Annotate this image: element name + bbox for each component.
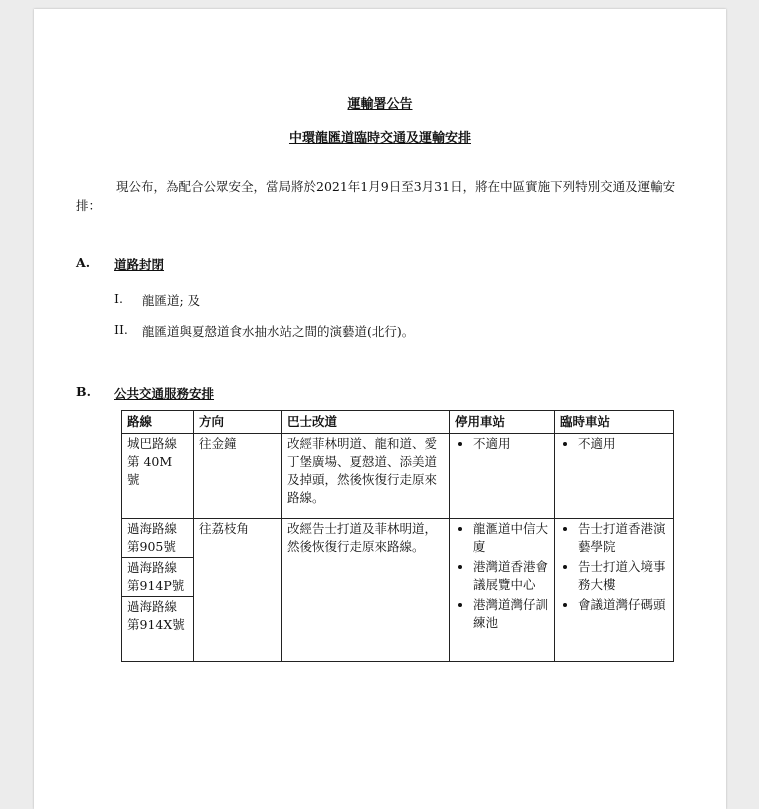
route-cell: 過海路線第914X號 [122, 597, 194, 662]
intro-paragraph: 現公布，為配合公眾安全，當局將於2021年1月9日至3月31日，將在中區實施下列特別交通及運輸安排： [76, 179, 676, 213]
table-row [122, 519, 674, 558]
suspended-stops-cell [450, 519, 555, 662]
notice-subtitle: 中環龍匯道臨時交通及運輸安排 [288, 131, 471, 146]
suspended-stops-cell [450, 434, 555, 519]
table-header-row [122, 411, 674, 434]
header-route: 路線 [122, 411, 194, 434]
route-cell: 城巴路線第 40M 號 [122, 434, 194, 519]
section-a-item-1-text: 龍匯道; 及 [142, 293, 201, 308]
list-item: • 港灣道香港會議展覽中心 [473, 558, 549, 594]
list-item: • 告士打道香港演藝學院 [578, 520, 668, 556]
table-row [122, 434, 674, 519]
section-a-item-2-text: 龍匯道與夏慤道食水抽水站之間的演藝道(北行)。 [142, 324, 415, 339]
list-item: • 會議道灣仔碼頭 [578, 596, 668, 614]
section-b-letter: B. [76, 384, 91, 399]
section-a-letter: A. [76, 255, 91, 270]
list-item: • 龍滙道中信大廈 [473, 520, 549, 556]
list-item: • 不適用 [473, 435, 549, 453]
temporary-stops-cell [555, 519, 674, 662]
section-a-title: 道路封閉 [114, 257, 165, 272]
header-suspended-stops: 停用車站 [450, 411, 555, 434]
route-cell: 過海路線第914P號 [122, 558, 194, 597]
section-b-title: 公共交通服務安排 [114, 386, 215, 401]
header-temporary-stops: 臨時車站 [555, 411, 674, 434]
diversion-cell: 改經告士打道及菲林明道，然後恢復行走原來路線。 [282, 519, 450, 662]
document-page [34, 9, 726, 809]
temporary-stops-cell [555, 434, 674, 519]
list-item: • 不適用 [578, 435, 668, 453]
section-a-item-2-num: II. [114, 322, 128, 337]
section-a-item-1-num: I. [114, 291, 123, 306]
direction-cell: 往金鐘 [194, 434, 282, 519]
list-item: • 港灣道灣仔訓練池 [473, 596, 549, 632]
bus-arrangement-table [121, 410, 674, 662]
diversion-cell: 改經菲林明道、龍和道、愛丁堡廣場、夏慤道、添美道及掉頭，然後恢復行走原來路線。 [282, 434, 450, 519]
direction-cell: 往荔枝角 [194, 519, 282, 662]
route-cell: 過海路線第905號 [122, 519, 194, 558]
header-direction: 方向 [194, 411, 282, 434]
notice-title: 運輸署公告 [347, 97, 413, 112]
header-diversion: 巴士改道 [282, 411, 450, 434]
list-item: • 告士打道入境事務大樓 [578, 558, 668, 594]
